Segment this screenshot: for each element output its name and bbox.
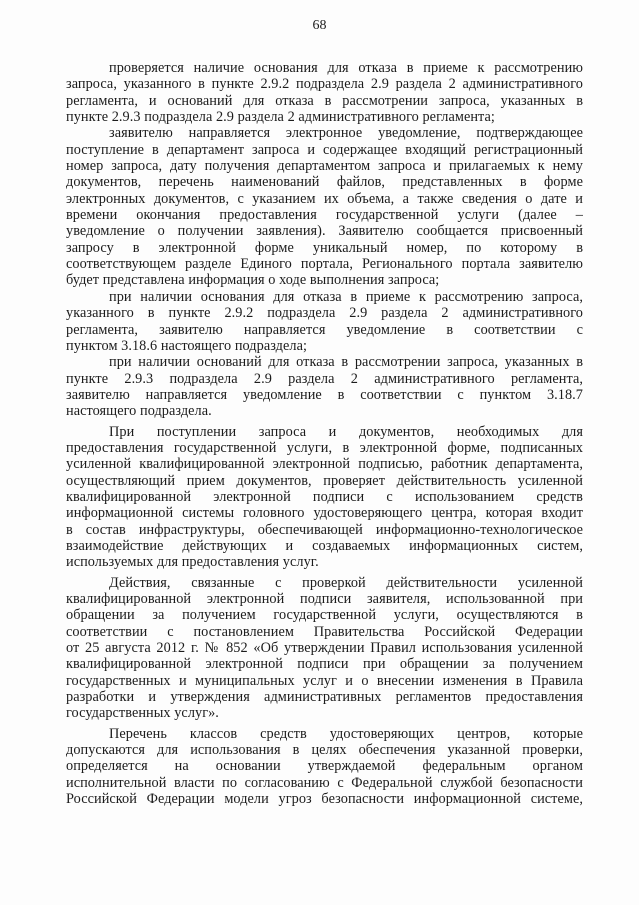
text-line: будет представлена информация о ходе выполнения запроса;	[66, 272, 440, 289]
text-line: пункте 2.9.3 подраздела 2.9 раздела 2 административного регламента,	[66, 370, 583, 387]
text-line: квалифицированной электронной подписи с использованием средств	[66, 488, 583, 505]
paragraph-electronic-notification	[66, 125, 583, 288]
text-line: государственных и муниципальных услуг и о внесении изменения в Правила	[66, 672, 583, 689]
text-line: осуществляющий прием документов, проверяет действительность усиленной	[66, 472, 583, 489]
text-line: пункте 2.9.3 подраздела 2.9 раздела 2 административного регламента;	[66, 109, 495, 126]
text-line: регламента, заявителю направляется уведомление в соответствии с	[66, 321, 583, 338]
text-line: заявителю направляется электронное уведомление, подтверждающее	[109, 125, 583, 142]
text-line: при наличии основания для отказа в приеме к рассмотрению запроса,	[109, 288, 583, 305]
text-line: времени окончания предоставления государственной услуги (далее –	[66, 207, 583, 224]
text-line: исполнительной власти по согласованию с Федеральной службой безопасности	[66, 774, 583, 791]
text-line: Действия, связанные с проверкой действительности усиленной	[109, 574, 583, 591]
text-line: соответствующем разделе Единого портала, Регионального портала заявителю	[66, 256, 583, 273]
text-line: уведомление о получении заявления). Заявителю сообщается присвоенный	[66, 223, 583, 240]
text-line: запросу в электронной форме уникальный номер, по которому в	[66, 239, 583, 256]
text-line: квалифицированной электронной подписи заявителя, использованной при	[66, 591, 583, 607]
text-line: При поступлении запроса и документов, необходимых для	[109, 423, 583, 440]
text-line: от 25 августа 2012 г. № 852 «Об утверждении Правил использования усиленной	[66, 640, 583, 657]
paragraph-refusal-consideration	[66, 354, 583, 419]
text-line: государственных услуг».	[66, 705, 219, 722]
paragraph-check-grounds	[66, 60, 583, 125]
text-line: проверяется наличие основания для отказа в приеме к рассмотрению	[109, 60, 583, 76]
text-line: поступление в департамент запроса и содержащее входящий регистрационный	[66, 141, 583, 158]
text-line: регламента, и оснований для отказа в рассмотрении запроса, указанных в	[66, 92, 583, 109]
text-line: документов, перечень наименований файлов, представленных в форме	[66, 174, 583, 191]
text-line: при наличии оснований для отказа в рассмотрении запроса, указанных в	[109, 354, 583, 371]
text-line: взаимодействие действующих и создаваемых информационных систем,	[66, 537, 583, 554]
text-line: настоящего подраздела.	[66, 403, 212, 420]
text-line: квалифицированной электронной подписи при обращении за получением	[66, 656, 583, 673]
paragraph-signature-verification	[66, 424, 583, 571]
text-line: разработки и утверждения административных регламентов предоставления	[66, 689, 583, 706]
text-line: соответствии с постановлением Правительства Российской Федерации	[66, 623, 583, 640]
paragraph-refusal-acceptance	[66, 289, 583, 354]
paragraph-verification-actions	[66, 575, 583, 722]
text-line: номер запроса, дату получения департаментом запроса и прилагаемых к нему	[66, 158, 583, 175]
text-line: заявителю направляется уведомление в соответствии с пунктом 3.18.7	[66, 386, 583, 403]
paragraph-certification-classes	[66, 726, 583, 808]
text-line: определяется на основании утверждаемой федеральным органом	[66, 758, 583, 775]
text-line: Перечень классов средств удостоверяющих центров, которые	[109, 725, 583, 742]
text-line: обращении за получением государственной услуги, осуществляются в	[66, 607, 583, 624]
text-line: в состав инфраструктуры, обеспечивающей информационно-технологическое	[66, 521, 583, 538]
text-line: допускаются для использования в целях обеспечения указанной проверки,	[66, 742, 583, 759]
page-number: 68	[312, 18, 327, 33]
text-line: пунктом 3.18.6 настоящего подраздела;	[66, 337, 307, 354]
text-line: предоставления государственной услуги, в электронной форме, подписанных	[66, 439, 583, 456]
text-line: указанного в пункте 2.9.2 подраздела 2.9 раздела 2 административного	[66, 305, 583, 322]
text-line: Российской Федерации модели угроз безопасности информационной системе,	[66, 791, 583, 808]
text-line: электронных документов, с указанием их объема, а также сведения о дате и	[66, 190, 583, 207]
text-line: информационной системы головного удостоверяющего центра, которая входит	[66, 505, 583, 522]
text-line: запроса, указанного в пункте 2.9.2 подраздела 2.9 раздела 2 административного	[66, 76, 583, 93]
text-line: используемых для предоставления услуг.	[66, 554, 319, 571]
text-line: усиленной квалифицированной электронной подписью, работник департамента,	[66, 456, 583, 473]
document-body	[66, 60, 583, 807]
